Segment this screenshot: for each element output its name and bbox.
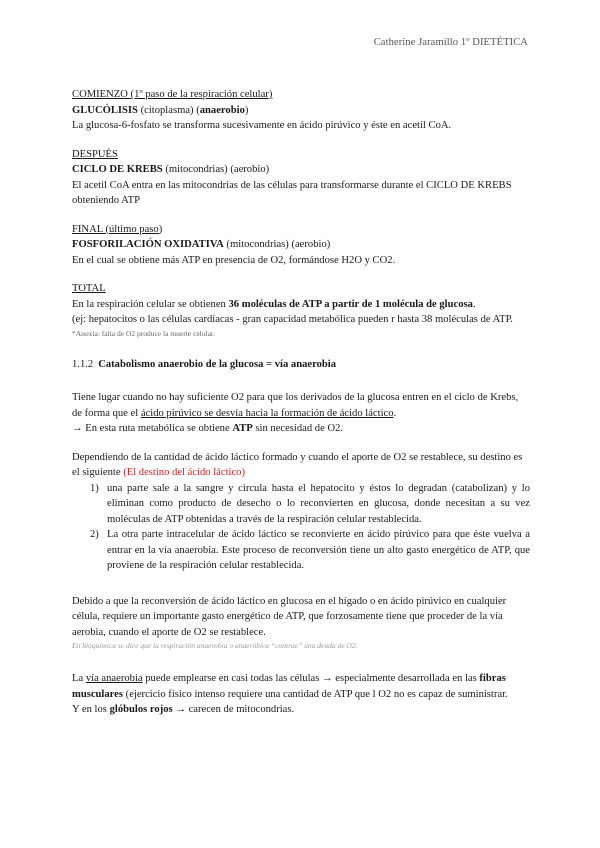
p4-text [72,671,530,702]
total-line-end: . [472,298,476,310]
p1-arrow-line [72,421,530,437]
p4-line2-end: → carecen de mitocondrias. [172,704,295,715]
list-item-number: 1) [90,482,99,494]
p1-arrow-pre: → En esta ruta metabólica se obtiene [72,423,233,434]
comienzo-title [72,103,530,119]
comienzo-heading: COMIENZO (1º paso de la respiración celular) [72,89,273,100]
p1-arrow-end: sin necesidad de O2. [252,423,344,434]
list-item [90,481,530,528]
anoxia-note: *Anoxia: falta de O2 produce la muerte celular. [72,328,215,338]
p2-text [72,450,530,481]
despues-body: El acetil CoA entra en las mitocondrias de las células para transformarse durante el CICLO DE KREBS obteniendo ATP [72,179,512,206]
despues-heading: DESPUÉS [72,148,118,160]
section-number: 1.1.2 [72,358,94,370]
anaerobio-label: anaerobio [199,104,245,116]
p4-mid1: puede emplearse en casi todas las células → especialmente desarrollada en las [142,673,480,684]
list-item-text: una parte sale a la sangre y circula hasta el hepatocito y éstos lo degradan (catabolizan) y lo eliminan como producto de desecho o lo reconvierten en glucosa, donde necesitan a su vez moléculas de ATP obtenidas a través de la respiración celular restablecida. [107,482,530,525]
paragraph-2 [72,450,530,574]
final-title [72,237,530,253]
p2-red-note: (El destino del ácido láctico) [123,467,245,478]
paragraph-3 [72,594,530,652]
paragraph-1 [72,390,530,437]
document-body [72,87,530,731]
p1-text [72,390,530,421]
p1-atp-bold: ATP [232,423,253,434]
p1-underlined: ácido pirúvico se desvía hacia la formación de ácido láctico [140,407,394,419]
despues-title [72,162,530,178]
final-heading: FINAL (último paso) [72,223,163,235]
section-heading-112 [72,357,530,373]
p3-text: Debido a que la reconversión de ácido láctico en glucosa en el hígado o en ácido pirúvico en cualquier célula, requiere un importante gasto energético de ATP, que forzosamente tiene que proceder de la vía aerobia, cuando el aporte de O2 se restablece. [72,595,507,638]
glucolisis-label: GLUCÓLISIS [72,104,138,116]
p1-pre: Tiene lugar cuando no hay suficiente O2 para que los derivados de la glucosa entren en el ciclo de Krebs, de forma que el [72,392,519,419]
total-heading: TOTAL [72,283,106,294]
list-item [90,527,530,574]
total-line-pre: En la respiración celular se obtienen [72,298,229,310]
p4-globulos-bold: glóbulos rojos [109,704,173,715]
krebs-label: CICLO DE KREBS [72,164,163,175]
p1-end: . [393,407,397,419]
comienzo-title-end: ) [244,104,249,116]
total-example: (ej: hepatocitos o las células cardiacas - gran capacidad metabólica pueden r hasta 38 moléculas de ATP. [72,314,513,325]
section-total [72,281,530,339]
paragraph-4 [72,671,530,718]
fosforilacion-label: FOSFORILACIÓN OXIDATIVA [72,239,224,250]
list-item-text: La otra parte intracelular de ácido láctico se reconvierte en ácido pirúvico para que éste vuelva a entrar en la vía anaerobia. Este proceso de reconversión tiene un alto gasto energético de ATP, que proviene de la respiración celular restablecida. [107,529,530,571]
comienzo-body: La glucosa-6-fosfato se transforma sucesivamente en ácido pirúvico y éste en acetil CoA. [72,120,452,131]
p4-pre: La [72,673,86,684]
total-line-bold: 36 moléculas de ATP a partir de 1 molécula de glucosa [228,298,473,310]
section-comienzo [72,87,530,134]
p2-pre: Dependiendo de la cantidad de ácido láctico formado y cuando el aporte de O2 se restablece, su destino es el siguiente [72,451,523,478]
section-despues [72,147,530,209]
final-title-rest: (mitocondrias) (aerobio) [223,239,331,250]
p4-line2-pre: Y en los [72,704,110,715]
final-body: En el cual se obtiene más ATP en presencia de O2, formándose H2O y CO2. [72,254,396,266]
section-title: Catabolismo anaerobio de la glucosa = vía anaerobia [98,358,337,370]
p4-fibras-bold: fibras musculares [72,673,506,700]
comienzo-title-mid: (citoplasma) ( [137,104,200,116]
page-header: Catherine Jaramillo 1º DIETÉTICA [373,37,528,48]
deuda-note: En bioquímica se dice que la respiración anaerobia o anaeróbica “contrae” una deuda de O2. [72,641,358,650]
destino-list [72,481,530,574]
despues-title-rest: (mitocondrias) (aerobio) [162,164,270,175]
list-item-number: 2) [90,529,99,540]
p4-mid2: (ejercicio físico intenso requiere una cantidad de ATP que l O2 no es capaz de suministrar. [123,688,508,700]
p4-underlined: vía anaerobia [85,673,143,684]
section-final [72,222,530,269]
total-line [72,297,530,313]
p4-line2 [72,702,530,718]
